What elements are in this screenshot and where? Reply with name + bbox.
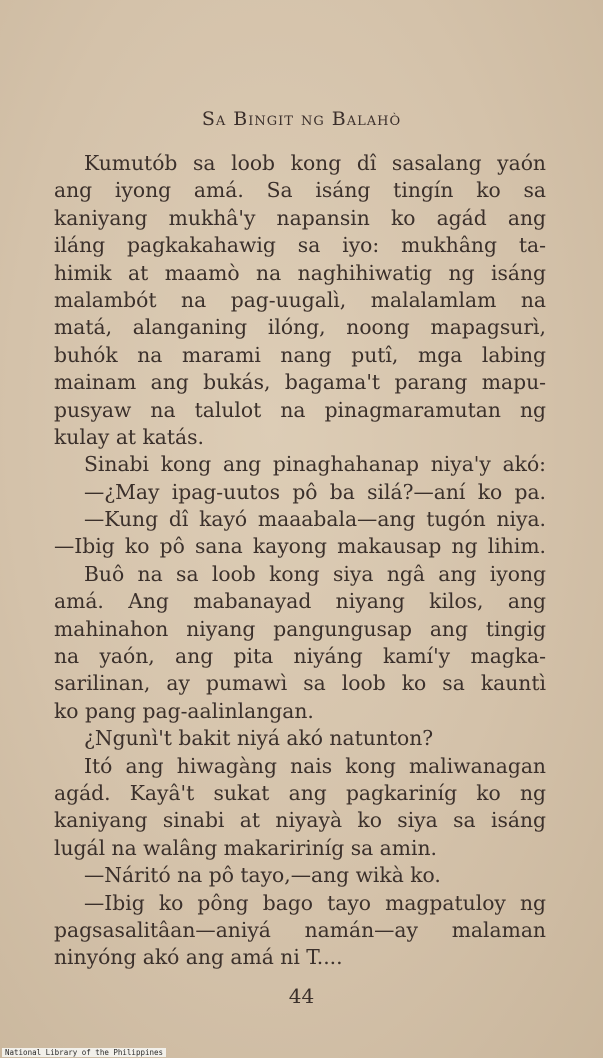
text-line: buhók na marami nang putî, mga labing bbox=[54, 342, 546, 367]
footer-credit: National Library of the Philippines bbox=[2, 1048, 166, 1057]
text-line: Buô na sa loob kong siya ngâ ang iyong bbox=[84, 561, 546, 586]
text-line: pagsasalitâan—aniyá namán—ay malaman bbox=[54, 917, 546, 942]
text-line: kaniyang sinabi at niyayà ko siya sa isáng bbox=[54, 808, 546, 833]
text-line: himik at maamò na naghihiwatig ng isáng bbox=[54, 260, 546, 285]
running-head: Sa Bingit ng Balahò bbox=[201, 108, 402, 130]
text-line: —Náritó na pô tayo,—ang wikà ko. bbox=[84, 863, 441, 888]
text-line: sarilinan, ay pumawì sa loob ko sa kauntì bbox=[54, 671, 546, 696]
text-line: matá, alanganing ilóng, noong mapagsurì, bbox=[54, 315, 546, 340]
text-line: ko pang pag-aalinlangan. bbox=[54, 698, 314, 723]
text-line: amá. Ang mabanayad niyang kilos, ang bbox=[54, 589, 546, 614]
text-line: ¿Ngunì't bakit niyá akó natunton? bbox=[84, 726, 434, 751]
text-line: pusyaw na talulot na pinagmaramutan ng bbox=[54, 397, 546, 422]
text-line: —Ibig ko pô sana kayong makausap ng lihim. bbox=[54, 534, 546, 559]
page-number: 44 bbox=[288, 984, 315, 1008]
text-line: agád. Kayâ't sukat ang pagkariníg ko ng bbox=[54, 780, 546, 805]
text-line: malambót na pag-uugalì, malalamlam na bbox=[54, 287, 546, 312]
text-line: na yaón, ang pita niyáng kamí'y magka- bbox=[54, 644, 546, 669]
text-line: kulay at katás. bbox=[54, 424, 205, 449]
text-line: —¿May ipag-uutos pô ba silá?—aní ko pa. bbox=[84, 479, 546, 504]
text-line: iláng pagkakahawig sa iyo: mukhâng ta- bbox=[54, 233, 546, 258]
body-text bbox=[54, 150, 546, 972]
text-line: Itó ang hiwagàng nais kong maliwanagan bbox=[84, 753, 546, 778]
text-line: ang iyong amá. Sa isáng tingín ko sa bbox=[54, 178, 546, 203]
text-line: lugál na walâng makaririníg sa amin. bbox=[54, 835, 437, 860]
text-line: Sinabi kong ang pinaghahanap niya'y akó: bbox=[84, 452, 546, 477]
text-line: mainam ang bukás, bagama't parang mapu- bbox=[54, 370, 546, 395]
text-line: —Ibig ko pông bago tayo magpatuloy ng bbox=[84, 890, 546, 915]
text-line: Kumutób sa loob kong dî sasalang yaón bbox=[84, 151, 546, 175]
text-line: kaniyang mukhâ'y napansin ko agád ang bbox=[54, 205, 546, 230]
text-line: —Kung dî kayó maaabala—ang tugón niya. bbox=[84, 507, 546, 532]
text-line: ninyóng akó ang amá ni T.... bbox=[54, 945, 343, 970]
text-line: mahinahon niyang pangungusap ang tingig bbox=[54, 616, 546, 641]
